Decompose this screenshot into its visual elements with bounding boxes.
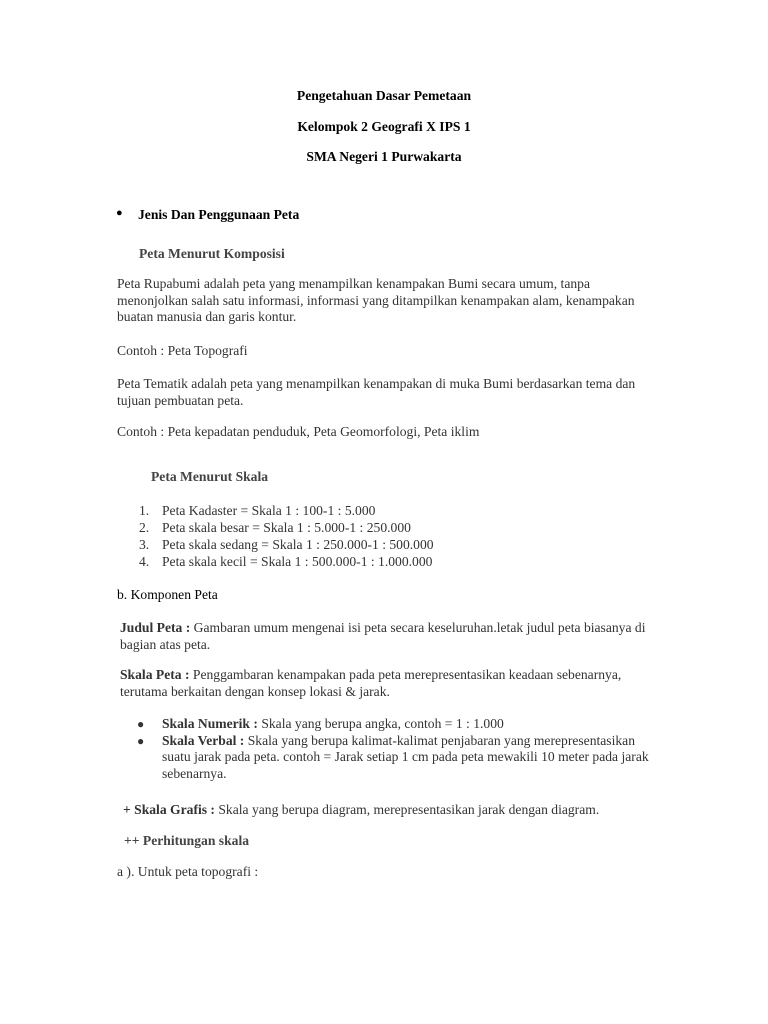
paragraph-tematik: Peta Tematik adalah peta yang menampilkan kenampakan di muka Bumi berdasarkan tema dan tujuan pembuatan peta. bbox=[117, 376, 636, 408]
paragraph-untuk-topografi: a ). Untuk peta topografi : bbox=[117, 864, 259, 879]
paragraph-rupabumi: Peta Rupabumi adalah peta yang menampilkan kenampakan Bumi secara umum, tanpa menonjolkan salah satu informasi, informasi yang ditampilkan kenampakan alam, kenampakan buatan manusia dan garis kontur. bbox=[117, 276, 635, 324]
skala-types-list bbox=[137, 716, 667, 782]
group-name: Kelompok 2 Geografi X IPS 1 bbox=[297, 119, 471, 134]
bullet-icon: ● bbox=[116, 207, 123, 219]
paragraph-judul-peta: Judul Peta : Gambaran umum mengenai isi peta secara keseluruhan.letak judul peta biasanya di bagian atas peta. bbox=[120, 620, 646, 652]
document-title: Pengetahuan Dasar Pemetaan bbox=[296, 88, 472, 103]
subheading-komposisi: Peta Menurut Komposisi bbox=[139, 246, 285, 261]
bullet-icon: ● bbox=[137, 717, 145, 731]
subheading-skala: Peta Menurut Skala bbox=[151, 469, 269, 484]
subheading-perhitungan: ++ Perhitungan skala bbox=[124, 833, 250, 848]
bullet-icon: ● bbox=[137, 733, 145, 748]
list-item-verbal: ● Skala Verbal : Skala yang berupa kalimat-kalimat penjabaran yang merepresentasikan suatu jarak pada peta. contoh = Jarak setiap 1 cm pada peta mewakili 10 meter pada jarak sebenarnya. bbox=[137, 732, 649, 781]
document-page: Pengetahuan Dasar Pemetaan Kelompok 2 Geografi X IPS 1 SMA Negeri 1 Purwakarta ● Jenis Dan Penggunaan Peta Peta Menurut Komposisi Peta Rupabumi adalah peta yang menampilkan kenampakan Bumi secara umum, tanpa menonjolkan salah satu informasi, informasi yang ditampilkan kenampakan alam, kenampakan buatan manusia dan garis kontur. Contoh : Peta Topografi Peta Tematik adalah peta yang menampilkan kenampakan di muka Bumi berdasarkan tema dan tujuan pembuatan peta. Contoh : Peta kepadatan penduduk, Peta Geomorfologi, Peta iklim Peta Menurut Skala 1. Peta Kadaster = Skala 1 : 100-1 : 5.000 2. Peta skala besar = Skala 1 : 5.000-1 : 250.000 3. Peta skala sedang = Skala 1 : 250.000-1 : 500.000 4. Peta skala kecil = Skala 1 : 500.000-1 : 1.000.000 b. Komponen Peta Judul Peta : Gambaran umum mengenai isi peta secara keseluruhan.letak judul peta biasanya di bagian atas peta. Skala Peta : Penggambaran kenampakan pada peta merepresentasikan keadaan sebenarnya, terutama berkaitan dengan konsep lokasi & jarak. ● Skala Numerik : Skala yang berupa angka, contoh = 1 : 1.000 ● Skala Verbal : Skala yang berupa kalimat-kalimat penjabaran yang merepresentasikan suatu jarak pada peta. contoh = Jarak setiap 1 cm pada peta mewakili 10 meter pada jarak sebenarnya. + Skala Grafis : Skala yang berupa diagram, merepresentasikan jarak dengan diagram. ++ Perhitungan skala a ). Untuk peta topografi : bbox=[0, 0, 768, 1024]
paragraph-skala-grafis: + Skala Grafis : Skala yang berupa diagram, merepresentasikan jarak dengan diagram. bbox=[123, 802, 600, 817]
example-tematik: Contoh : Peta kepadatan penduduk, Peta Geomorfologi, Peta iklim bbox=[117, 424, 480, 439]
list-item-numerik: ● Skala Numerik : Skala yang berupa angka, contoh = 1 : 1.000 bbox=[137, 716, 504, 731]
school-name: SMA Negeri 1 Purwakarta bbox=[306, 149, 462, 164]
section-heading-jenis: Jenis Dan Penggunaan Peta bbox=[138, 207, 300, 222]
paragraph-skala-peta: Skala Peta : Penggambaran kenampakan pada peta merepresentasikan keadaan sebenarnya, terutama berkaitan dengan konsep lokasi & jarak. bbox=[120, 667, 622, 699]
section-heading-komponen: b. Komponen Peta bbox=[117, 587, 218, 602]
example-topografi: Contoh : Peta Topografi bbox=[117, 343, 248, 358]
